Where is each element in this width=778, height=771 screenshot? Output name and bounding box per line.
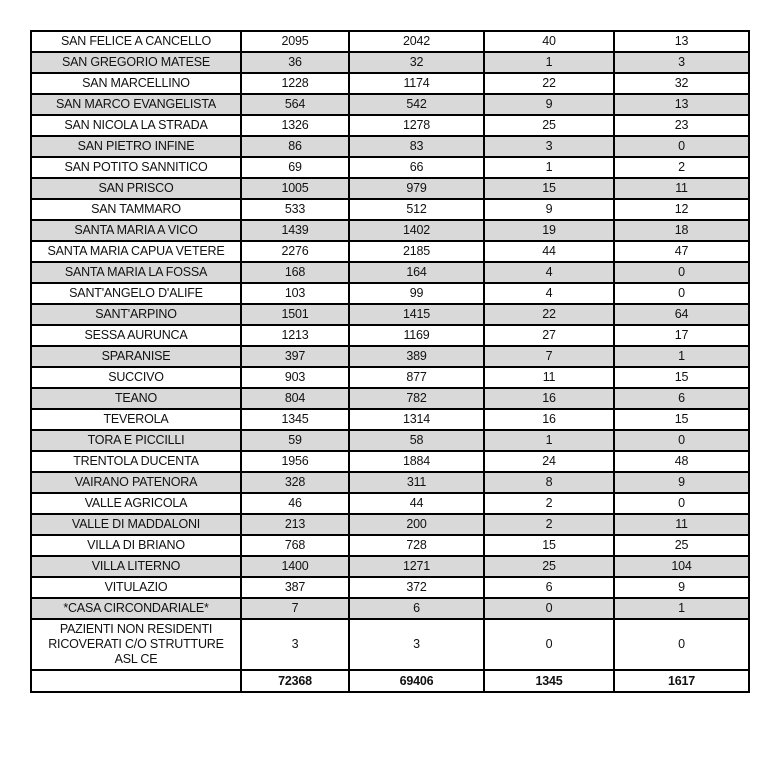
- value-cell: 768: [241, 535, 349, 556]
- table-row: [31, 157, 749, 178]
- table-row: [31, 451, 749, 472]
- value-cell: 389: [349, 346, 484, 367]
- municipality-cell: SANT'ARPINO: [31, 304, 241, 325]
- value-cell: 1884: [349, 451, 484, 472]
- table-body: [31, 31, 749, 692]
- value-cell: 0: [614, 493, 749, 514]
- value-cell: 1400: [241, 556, 349, 577]
- municipality-cell: SAN MARCO EVANGELISTA: [31, 94, 241, 115]
- municipality-cell: *CASA CIRCONDARIALE*: [31, 598, 241, 619]
- value-cell: 1439: [241, 220, 349, 241]
- value-cell: 22: [484, 304, 614, 325]
- value-cell: 804: [241, 388, 349, 409]
- value-cell: 3: [484, 136, 614, 157]
- table-row: [31, 388, 749, 409]
- value-cell: 0: [614, 619, 749, 670]
- value-cell: 46: [241, 493, 349, 514]
- value-cell: 533: [241, 199, 349, 220]
- municipality-cell: VALLE AGRICOLA: [31, 493, 241, 514]
- municipality-cell: SAN POTITO SANNITICO: [31, 157, 241, 178]
- value-cell: 168: [241, 262, 349, 283]
- value-cell: 3: [614, 52, 749, 73]
- value-cell: 213: [241, 514, 349, 535]
- value-cell: 25: [614, 535, 749, 556]
- municipality-cell: TORA E PICCILLI: [31, 430, 241, 451]
- table-row: [31, 514, 749, 535]
- value-cell: 36: [241, 52, 349, 73]
- municipality-cell: SAN NICOLA LA STRADA: [31, 115, 241, 136]
- value-cell: 1271: [349, 556, 484, 577]
- value-cell: 4: [484, 262, 614, 283]
- table-row: [31, 430, 749, 451]
- value-cell: 387: [241, 577, 349, 598]
- value-cell: 1345: [241, 409, 349, 430]
- municipality-data-table: [30, 30, 750, 693]
- table-row: [31, 325, 749, 346]
- value-cell: 200: [349, 514, 484, 535]
- value-cell: 15: [614, 367, 749, 388]
- value-cell: 83: [349, 136, 484, 157]
- value-cell: 1402: [349, 220, 484, 241]
- value-cell: 99: [349, 283, 484, 304]
- value-cell: 311: [349, 472, 484, 493]
- table-row: [31, 577, 749, 598]
- value-cell: 40: [484, 31, 614, 52]
- value-cell: 372: [349, 577, 484, 598]
- value-cell: 564: [241, 94, 349, 115]
- table-row: [31, 73, 749, 94]
- value-cell: 512: [349, 199, 484, 220]
- value-cell: 27: [484, 325, 614, 346]
- value-cell: 13: [614, 94, 749, 115]
- totals-row: [31, 670, 749, 692]
- value-cell: 1326: [241, 115, 349, 136]
- municipality-cell: TEANO: [31, 388, 241, 409]
- value-cell: 11: [614, 514, 749, 535]
- value-cell: 16: [484, 388, 614, 409]
- value-cell: 9: [484, 199, 614, 220]
- value-cell: 1415: [349, 304, 484, 325]
- table-row: [31, 262, 749, 283]
- value-cell: 24: [484, 451, 614, 472]
- table-row: [31, 472, 749, 493]
- value-cell: 3: [349, 619, 484, 670]
- value-cell: 103: [241, 283, 349, 304]
- table-row: [31, 199, 749, 220]
- value-cell: 25: [484, 556, 614, 577]
- municipality-cell: VALLE DI MADDALONI: [31, 514, 241, 535]
- value-cell: 0: [614, 262, 749, 283]
- municipality-cell: SPARANISE: [31, 346, 241, 367]
- municipality-cell: SESSA AURUNCA: [31, 325, 241, 346]
- value-cell: 59: [241, 430, 349, 451]
- value-cell: 8: [484, 472, 614, 493]
- municipality-cell: SANTA MARIA CAPUA VETERE: [31, 241, 241, 262]
- value-cell: 2: [484, 493, 614, 514]
- municipality-cell: SAN TAMMARO: [31, 199, 241, 220]
- value-cell: 2: [484, 514, 614, 535]
- value-cell: 19: [484, 220, 614, 241]
- municipality-cell: VAIRANO PATENORA: [31, 472, 241, 493]
- table-row: [31, 283, 749, 304]
- value-cell: 1: [484, 157, 614, 178]
- value-cell: 0: [614, 136, 749, 157]
- value-cell: 32: [614, 73, 749, 94]
- table-row: [31, 94, 749, 115]
- value-cell: 25: [484, 115, 614, 136]
- value-cell: 782: [349, 388, 484, 409]
- table-row: [31, 598, 749, 619]
- value-cell: 9: [614, 577, 749, 598]
- value-cell: 15: [484, 178, 614, 199]
- value-cell: 15: [484, 535, 614, 556]
- table-row: [31, 346, 749, 367]
- municipality-cell: VILLA LITERNO: [31, 556, 241, 577]
- value-cell: 11: [614, 178, 749, 199]
- table-row: [31, 220, 749, 241]
- value-cell: 18: [614, 220, 749, 241]
- value-cell: 728: [349, 535, 484, 556]
- value-cell: 903: [241, 367, 349, 388]
- table-row: [31, 304, 749, 325]
- table-row: [31, 241, 749, 262]
- value-cell: 2276: [241, 241, 349, 262]
- value-cell: 877: [349, 367, 484, 388]
- value-cell: 164: [349, 262, 484, 283]
- value-cell: 7: [484, 346, 614, 367]
- value-cell: 1213: [241, 325, 349, 346]
- value-cell: 12: [614, 199, 749, 220]
- value-cell: 1: [484, 52, 614, 73]
- value-cell: 64: [614, 304, 749, 325]
- value-cell: 2185: [349, 241, 484, 262]
- value-cell: 1278: [349, 115, 484, 136]
- value-cell: 44: [484, 241, 614, 262]
- value-cell: 58: [349, 430, 484, 451]
- table-row: [31, 409, 749, 430]
- value-cell: 3: [241, 619, 349, 670]
- value-cell: 47: [614, 241, 749, 262]
- value-cell: 6: [484, 577, 614, 598]
- totals-value-cell: 69406: [349, 670, 484, 692]
- table-row: [31, 619, 749, 670]
- value-cell: 17: [614, 325, 749, 346]
- municipality-cell: VITULAZIO: [31, 577, 241, 598]
- table-row: [31, 535, 749, 556]
- municipality-cell: SAN FELICE A CANCELLO: [31, 31, 241, 52]
- table-row: [31, 556, 749, 577]
- table-row: [31, 115, 749, 136]
- value-cell: 11: [484, 367, 614, 388]
- municipality-cell: SAN PRISCO: [31, 178, 241, 199]
- totals-value-cell: 72368: [241, 670, 349, 692]
- municipality-cell: SUCCIVO: [31, 367, 241, 388]
- municipality-cell: SAN PIETRO INFINE: [31, 136, 241, 157]
- value-cell: 1228: [241, 73, 349, 94]
- value-cell: 9: [484, 94, 614, 115]
- table-row: [31, 367, 749, 388]
- value-cell: 1501: [241, 304, 349, 325]
- value-cell: 86: [241, 136, 349, 157]
- table-row: [31, 136, 749, 157]
- table-row: [31, 31, 749, 52]
- value-cell: 1: [614, 346, 749, 367]
- value-cell: 15: [614, 409, 749, 430]
- value-cell: 9: [614, 472, 749, 493]
- value-cell: 1174: [349, 73, 484, 94]
- municipality-cell: SANTA MARIA A VICO: [31, 220, 241, 241]
- value-cell: 1956: [241, 451, 349, 472]
- value-cell: 44: [349, 493, 484, 514]
- value-cell: 0: [484, 598, 614, 619]
- municipality-cell: PAZIENTI NON RESIDENTI RICOVERATI C/O STRUTTURE ASL CE: [31, 619, 241, 670]
- totals-value-cell: 1345: [484, 670, 614, 692]
- value-cell: 2095: [241, 31, 349, 52]
- value-cell: 1005: [241, 178, 349, 199]
- municipality-cell: SAN MARCELLINO: [31, 73, 241, 94]
- value-cell: 16: [484, 409, 614, 430]
- value-cell: 979: [349, 178, 484, 199]
- value-cell: 48: [614, 451, 749, 472]
- value-cell: 0: [614, 430, 749, 451]
- municipality-cell: TRENTOLA DUCENTA: [31, 451, 241, 472]
- value-cell: 2042: [349, 31, 484, 52]
- value-cell: 1: [484, 430, 614, 451]
- value-cell: 328: [241, 472, 349, 493]
- value-cell: 32: [349, 52, 484, 73]
- value-cell: 104: [614, 556, 749, 577]
- municipality-cell: SANTA MARIA LA FOSSA: [31, 262, 241, 283]
- value-cell: 1: [614, 598, 749, 619]
- value-cell: 0: [484, 619, 614, 670]
- value-cell: 4: [484, 283, 614, 304]
- value-cell: 23: [614, 115, 749, 136]
- value-cell: 2: [614, 157, 749, 178]
- value-cell: 1314: [349, 409, 484, 430]
- value-cell: 7: [241, 598, 349, 619]
- municipality-cell: VILLA DI BRIANO: [31, 535, 241, 556]
- value-cell: 66: [349, 157, 484, 178]
- value-cell: 22: [484, 73, 614, 94]
- value-cell: 6: [614, 388, 749, 409]
- value-cell: 1169: [349, 325, 484, 346]
- table-row: [31, 493, 749, 514]
- value-cell: 6: [349, 598, 484, 619]
- municipality-cell: SANT'ANGELO D'ALIFE: [31, 283, 241, 304]
- value-cell: 542: [349, 94, 484, 115]
- value-cell: 69: [241, 157, 349, 178]
- value-cell: 397: [241, 346, 349, 367]
- value-cell: 13: [614, 31, 749, 52]
- municipality-cell: TEVEROLA: [31, 409, 241, 430]
- municipality-cell: SAN GREGORIO MATESE: [31, 52, 241, 73]
- totals-value-cell: 1617: [614, 670, 749, 692]
- table-row: [31, 52, 749, 73]
- totals-empty-cell: [31, 670, 241, 692]
- value-cell: 0: [614, 283, 749, 304]
- table-row: [31, 178, 749, 199]
